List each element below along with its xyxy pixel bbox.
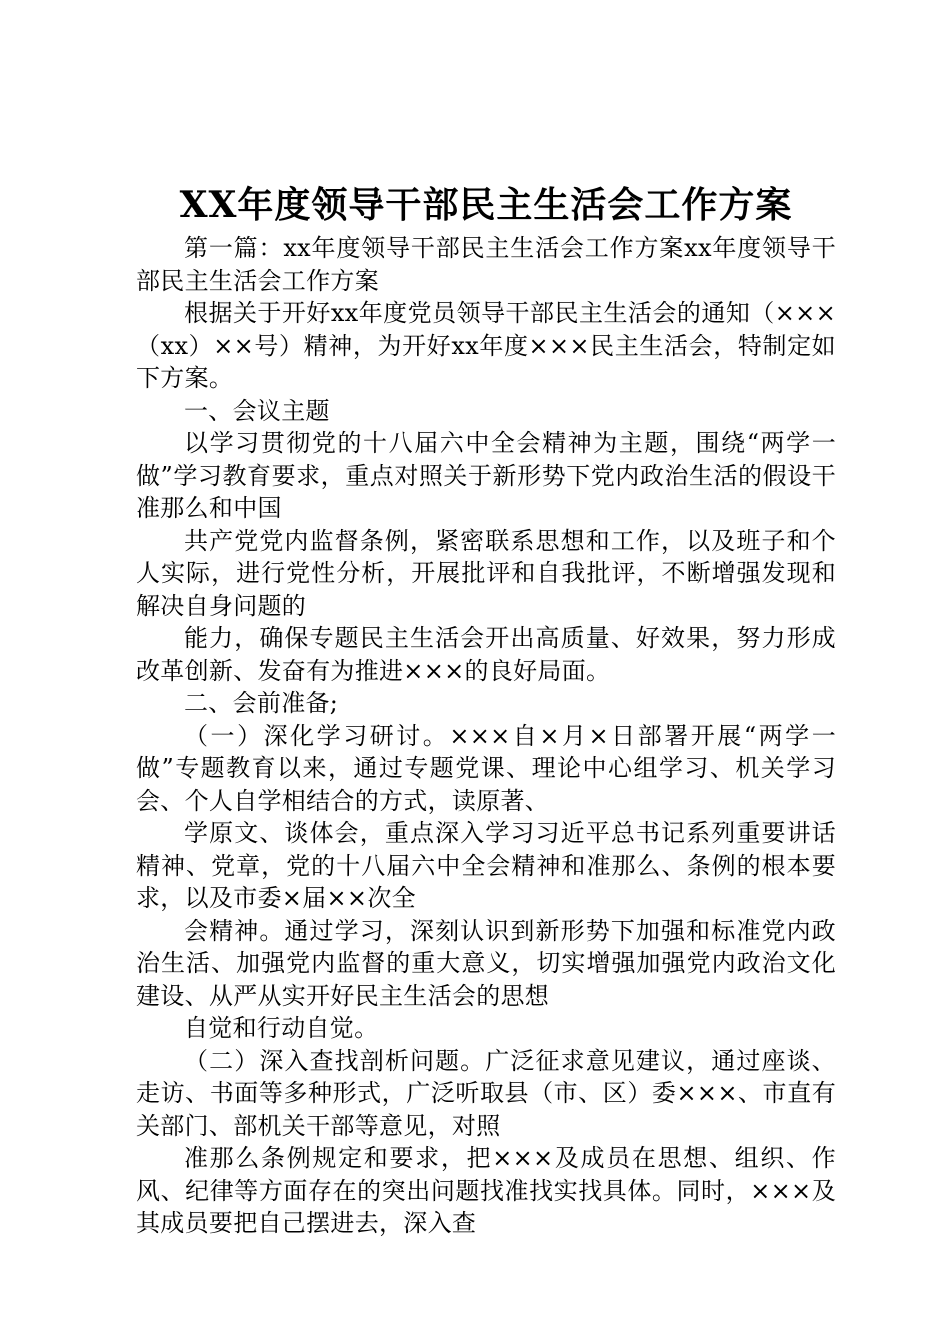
paragraph-8: 会精神。通过学习，深刻认识到新形势下加强和标准党内政治生活、加强党内监督的重大意义，切实增强加强党内政治文化建设、从严从实开好民主生活会的思想 bbox=[136, 916, 836, 1010]
section-heading-2: 二、会前准备; bbox=[184, 689, 339, 717]
section-heading-1: 一、会议主题 bbox=[184, 396, 330, 425]
paragraph-1: 第一篇：xx年度领导干部民主生活会工作方案xx年度领导干部民主生活会工作方案 bbox=[136, 234, 836, 295]
paragraph-9: 自觉和行动自觉。 bbox=[184, 1014, 379, 1042]
document-title: XX年度领导干部民主生活会工作方案 bbox=[179, 184, 793, 226]
document-page bbox=[136, 182, 836, 1240]
paragraph-2: 根据关于开好xx年度党员领导干部民主生活会的通知（×××（xx）××号）精神，为开好xx年度×××民主生活会，特制定如下方案。 bbox=[136, 299, 836, 392]
paragraph-3: 以学习贯彻党的十八届六中全会精神为主题，围绕“两学一做”学习教育要求，重点对照关于新形势下党内政治生活的假设干准那么和中国 bbox=[136, 429, 836, 522]
paragraph-4: 共产党党内监督条例，紧密联系思想和工作，以及班子和个人实际，进行党性分析，开展批评和自我批评，不断增强发现和解决自身问题的 bbox=[136, 526, 836, 620]
paragraph-10: （二）深入查找剖析问题。广泛征求意见建议，通过座谈、走访、书面等多种形式，广泛听取县（市、区）委×××、市直有关部门、部机关干部等意见，对照 bbox=[136, 1046, 836, 1140]
paragraph-6: （一）深化学习研讨。×××自×月×日部署开展“两学一做”专题教育以来，通过专题党课、理论中心组学习、机关学习会、个人自学相结合的方式，读原著、 bbox=[136, 721, 836, 815]
paragraph-5: 能力，确保专题民主生活会开出高质量、好效果，努力形成改革创新、发奋有为推进×××的良好局面。 bbox=[136, 624, 836, 685]
paragraph-11: 准那么条例规定和要求，把×××及成员在思想、组织、作风、纪律等方面存在的突出问题找准找实找具体。同时，×××及其成员要把自己摆进去，深入查 bbox=[136, 1144, 836, 1237]
paragraph-7: 学原文、谈体会，重点深入学习习近平总书记系列重要讲话精神、党章，党的十八届六中全会精神和准那么、条例的根本要求，以及市委×届××次全 bbox=[136, 819, 836, 912]
